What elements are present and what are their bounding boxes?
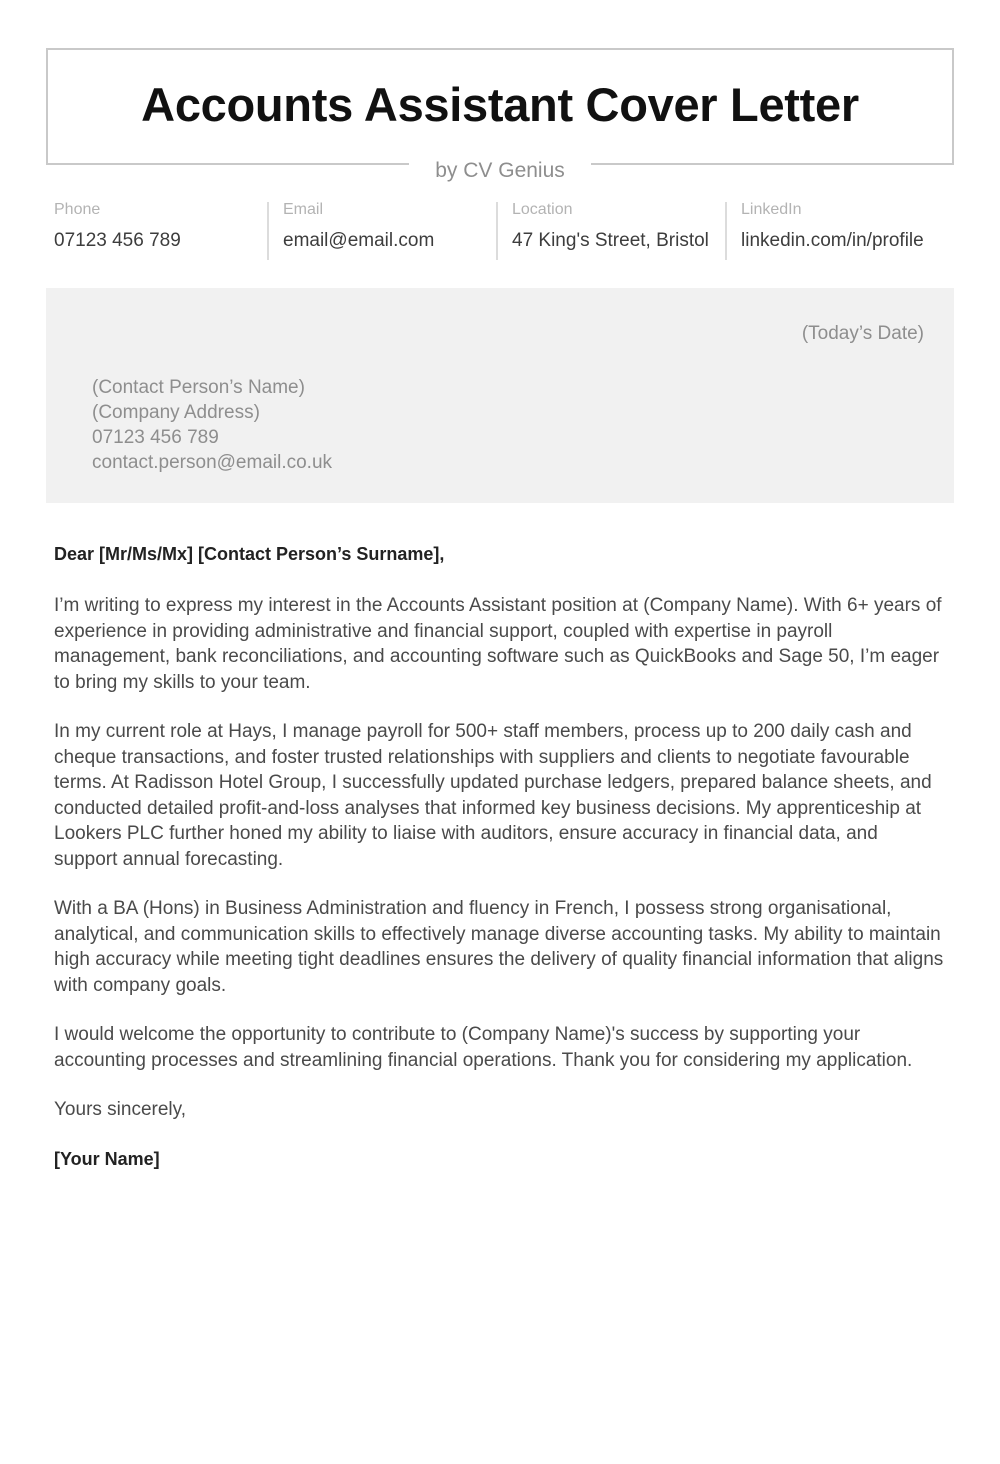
body-paragraph-3: With a BA (Hons) in Business Administration and fluency in French, I possess strong organisational, analytical, and communication skills to effectively manage diverse accounting tasks. My ability to maintain high accuracy while meeting tight deadlines ensures the delivery of quality financial information that aligns with company goals. (54, 898, 944, 996)
contact-label-email: Email (283, 201, 324, 218)
cover-letter-page (0, 48, 1000, 1464)
recipient-line-name: (Contact Person’s Name) (92, 377, 305, 398)
body-paragraph-2: In my current role at Hays, I manage payroll for 500+ staff members, process up to 200 daily cash and cheque transactions, and foster trusted relationships with suppliers and clients to negotiate favourable terms. At Radisson Hotel Group, I successfully updated purchase ledgers, prepared balance sheets, and conducted detailed profit-and-loss analyses that informed key business decisions. My apprenticeship at Lookers PLC further honed my ability to liaise with auditors, ensure accuracy in financial data, and support annual forecasting. (54, 721, 932, 870)
recipient-address (70, 375, 930, 475)
byline-container (48, 160, 952, 181)
contact-label-linkedin: LinkedIn (741, 201, 802, 218)
document-header (46, 48, 954, 182)
contact-info-row (46, 202, 954, 260)
contact-value-phone: 07123 456 789 (54, 230, 181, 251)
contact-item-location (496, 202, 725, 260)
contact-item-linkedin (725, 202, 954, 260)
letter-body (46, 545, 954, 1168)
recipient-block (46, 288, 954, 503)
byline-text: by CV Genius (409, 160, 591, 181)
signature-name: [Your Name] (54, 1148, 160, 1169)
contact-label-phone: Phone (54, 201, 101, 218)
sign-off: Yours sincerely, (54, 1099, 187, 1120)
body-paragraph-4: I would welcome the opportunity to contribute to (Company Name)'s success by supporting your accounting processes and streamlining financial operations. Thank you for considering my application. (54, 1024, 913, 1071)
body-paragraph-1: I’m writing to express my interest in the Accounts Assistant position at (Company Name). With 6+ years of experience in providing administrative and financial support, coupled with expertise in payroll management, bank reconciliations, and accounting software such as QuickBooks and Sage 50, I’m eager to bring my skills to your team. (54, 595, 942, 693)
contact-label-location: Location (512, 201, 573, 218)
contact-value-location: 47 King's Street, Bristol (512, 230, 709, 251)
recipient-line-phone: 07123 456 789 (92, 427, 219, 448)
contact-item-phone (46, 202, 267, 260)
salutation: Dear [Mr/Ms/Mx] [Contact Person’s Surname], (54, 544, 445, 564)
letter-date: (Today’s Date) (801, 323, 924, 344)
recipient-line-address: (Company Address) (92, 402, 260, 423)
contact-item-email (267, 202, 496, 260)
contact-value-email: email@email.com (283, 230, 435, 251)
recipient-line-email: contact.person@email.co.uk (92, 452, 333, 473)
page-title: Accounts Assistant Cover Letter (141, 78, 859, 131)
contact-value-linkedin: linkedin.com/in/profile (741, 230, 924, 251)
